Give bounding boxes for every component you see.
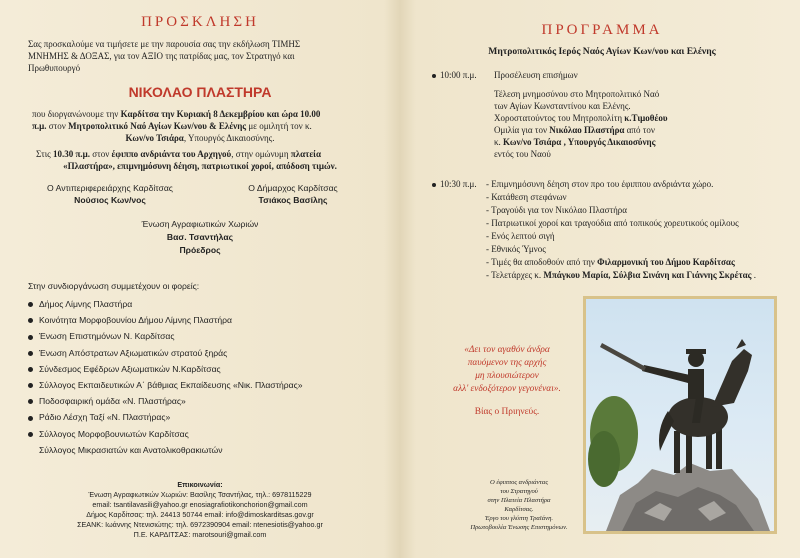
list-item: Κοινότητα Μορφοβουνίου Δήμου Λίμνης Πλαστήρα bbox=[28, 312, 303, 328]
list-item: Ένωση Επιστημόνων Ν. Καρδίτσας bbox=[28, 328, 303, 344]
masters-of-ceremony: Μπάγκου Μαρία, Σύλβια Σινάνη και Γιάννης Σκρέτας bbox=[543, 270, 752, 280]
speaker-title: , Υπουργός Δικαιοσύνης. bbox=[183, 133, 275, 143]
program-line: - Εθνικός Ύμνος bbox=[486, 244, 546, 254]
union-org: Ένωση Αγραφιωτικών Χωριών bbox=[141, 219, 259, 229]
signatory-role: Ο Αντιπεριφερειάρχης Καρδίτσας bbox=[47, 183, 173, 193]
program-line: - Τραγούδι για τον Νικόλαο Πλαστήρα bbox=[486, 205, 627, 215]
program-line: - Τιμές θα αποδοθούν από την Φιλαρμονική του Δήμου Καρδίτσας bbox=[486, 257, 735, 267]
program-line: Τέλεση μνημοσύνου στο Μητροπολιτικό Ναό bbox=[494, 89, 660, 99]
contact-line: ΣΕΑΝΚ: Ιωάννης Ντενισιώτης: τηλ. 6972390904 email: ntenesiotis@yahoo.gr bbox=[77, 520, 323, 529]
caption-line: του Στρατηγού bbox=[500, 488, 538, 495]
event-line-3 bbox=[40, 132, 360, 144]
program-time: 10:00 π.μ. bbox=[440, 70, 477, 80]
quote-block bbox=[426, 344, 588, 419]
contact-line: Δήμος Καρδίτσας: τηλ. 24413 50744 email: info@dimoskarditsas.gov.gr bbox=[86, 510, 314, 519]
statue-photo bbox=[583, 296, 777, 534]
list-item: Σύλλογος Εκπαιδευτικών Α΄ βάθμιας Εκπαίδευσης «Νικ. Πλαστήρας» bbox=[28, 377, 303, 393]
program-time: 10:30 π.μ. bbox=[440, 179, 477, 189]
honoree-name: ΝΙΚΟΛΑΟ ΠΛΑΣΤΗΡΑ bbox=[128, 84, 272, 100]
caption-line: Πρωτοβουλία Ένωσης Επιστημόνων. bbox=[470, 524, 568, 531]
intro-line-1: Σας προσκαλούμε να τιμήσετε με την παρουσία σας την εκδήλωση ΤΙΜΗΣ bbox=[28, 39, 301, 49]
program-line: - Ενός λεπτού σιγή bbox=[486, 231, 555, 241]
list-item: Ένωση Απόστρατων Αξιωματικών στρατού ξηράς bbox=[28, 345, 303, 361]
bullet-icon bbox=[28, 416, 33, 421]
signatory-name: Τσιάκος Βασίλης bbox=[258, 195, 328, 205]
event-text: που διοργανώνουμε την bbox=[32, 109, 121, 119]
equestrian-statue-icon bbox=[586, 299, 774, 531]
list-item: Ποδοσφαιρική ομάδα «Ν. Πλαστήρας» bbox=[28, 393, 303, 409]
program-line: Ομιλία για τον Νικόλαο Πλαστήρα από τον bbox=[494, 125, 655, 135]
quote-line: «Δει τον αγαθόν άνδρα bbox=[464, 345, 550, 355]
bullet-icon bbox=[28, 318, 33, 323]
program-line: - Τελετάρχες κ. Μπάγκου Μαρία, Σύλβια Σινάνη και Γιάννης Σκρέτας . bbox=[486, 270, 756, 280]
program-line: εντός του Ναού bbox=[494, 149, 551, 159]
list-item: Σύλλογος Μορφοβουνιωτών Καρδίτσας bbox=[28, 426, 303, 442]
list-item: Ράδιο Λέσχη Ταξί «Ν. Πλαστήρας» bbox=[28, 409, 303, 425]
event-text: Στις bbox=[36, 149, 53, 159]
statue-caption bbox=[464, 478, 574, 532]
caption-line: στην Πλατεία Πλαστήρα bbox=[487, 497, 551, 504]
bullet-icon bbox=[28, 383, 33, 388]
philharmonic-name: Φιλαρμονική του Δήμου Καρδίτσας bbox=[597, 257, 735, 267]
coorganizers-list bbox=[28, 296, 303, 458]
program-heading: ΠΡΟΓΡΑΜΜΑ bbox=[541, 22, 663, 38]
event-time: 10.30 π.μ. bbox=[52, 149, 90, 159]
union-president-title: Πρόεδρος bbox=[179, 245, 221, 255]
bullet-icon bbox=[432, 74, 436, 78]
bullet-icon bbox=[28, 399, 33, 404]
intro-line-3: Πρωθυπουργό bbox=[28, 63, 81, 73]
contact-line: Ένωση Αγραφιωτικών Χωριών: Βασίλης Τσαντήλας, τηλ.: 6978115229 bbox=[88, 490, 312, 499]
list-item: Δήμος Λίμνης Πλαστήρα bbox=[28, 296, 303, 312]
intro-line-2: ΜΝΗΜΗΣ & ΔΟΞΑΣ, για τον ΑΞΙΟ της πατρίδας μας, τον Στρατηγό και bbox=[28, 51, 295, 61]
metropolitan-name: κ.Τιμοθέου bbox=[624, 113, 668, 123]
bullet-icon bbox=[28, 432, 33, 437]
list-item: Σύνδεσμος Εφέδρων Αξιωματικών Ν.Καρδίτσας bbox=[28, 361, 303, 377]
contact-block bbox=[40, 480, 360, 540]
program-line: - Κατάθεση στεφάνων bbox=[486, 192, 567, 202]
event-venue: Μητροπολιτικό Ναό Αγίων Κων/νου & Ελένης bbox=[68, 121, 247, 131]
event-time: π.μ. bbox=[32, 121, 47, 131]
contact-line: Π.Ε. ΚΑΡΔΙΤΣΑΣ: marotsouri@gmail.com bbox=[133, 530, 267, 539]
bullet-icon bbox=[432, 183, 436, 187]
program-subheading: Μητροπολιτικός Ιερός Ναός Αγίων Κων/νου και Ελένης bbox=[488, 46, 716, 57]
caption-line: Έργο του γλύπτη Τραϊάνη. bbox=[484, 515, 553, 522]
event-line-2 bbox=[32, 120, 312, 132]
invitation-heading: ΠΡΟΣΚΛΗΣΗ bbox=[141, 14, 259, 30]
bullet-icon bbox=[28, 367, 33, 372]
bullet-icon bbox=[28, 335, 33, 340]
event-line-4 bbox=[36, 148, 321, 160]
event-text: με ομιλητή τον κ. bbox=[246, 121, 312, 131]
quote-author: Βίας ο Πριηνεύς. bbox=[474, 407, 540, 417]
square-label: πλατεία bbox=[290, 149, 321, 159]
event-text: στον bbox=[46, 121, 69, 131]
quote-line: μη πλουσιώτερον bbox=[475, 371, 539, 381]
program-line: κ. Κων/νο Τσιάρα , Υπουργός Δικαιοσύνης bbox=[494, 137, 656, 147]
bullet-icon bbox=[28, 351, 33, 356]
quote-line: παυόμενον της αρχής bbox=[467, 358, 547, 368]
event-text: , στην ομώνυμη bbox=[231, 149, 291, 159]
union-president-name: Βασ. Τσαντήλας bbox=[166, 232, 234, 242]
event-line-5: «Πλαστήρα», επιμνημόσυνη δέηση, πατριωτικοί χοροί, απόδοση τιμών. bbox=[63, 161, 337, 171]
event-line-1 bbox=[32, 108, 320, 120]
program-line: των Αγίων Κωνσταντίνου και Ελένης. bbox=[494, 101, 631, 111]
event-text: στον bbox=[89, 149, 112, 159]
caption-line: Καρδίτσας. bbox=[504, 506, 534, 513]
speaker-name: Κων/νο Τσιάρα bbox=[125, 133, 184, 143]
program-page bbox=[402, 0, 800, 558]
list-item: Σύλλογος Μικρασιατών και Ανατολικοθρακιωτών bbox=[39, 444, 223, 455]
event-date: Καρδίτσα την Κυριακή 8 Δεκεμβρίου και ώρα 10.00 bbox=[120, 109, 321, 119]
signatory-name: Νούσιος Κων/νος bbox=[74, 195, 146, 205]
caption-line: Ο έφιππος ανδριάντας bbox=[489, 479, 549, 486]
program-line: Χοροστατούντος του Μητροπολίτη κ.Τιμοθέου bbox=[494, 113, 668, 123]
quote-line: αλλ' ενδοξότερον γεγονέναι». bbox=[453, 384, 561, 394]
coorganizers-heading: Στην συνδιοργάνωση συμμετέχουν οι φορείς: bbox=[28, 281, 200, 291]
signatory-role: Ο Δήμαρχος Καρδίτσας bbox=[248, 183, 338, 193]
statue-location: έφιππο ανδριάντα του Αρχηγού bbox=[111, 149, 232, 159]
contact-line: email: tsantilavasili@yahoo.gr enosiagrafiotikonchorion@gmail.com bbox=[92, 500, 308, 509]
program-line: - Επιμνημόσυνη δέηση στον προ του έφιππου ανδριάντα χώρο. bbox=[486, 179, 714, 189]
contact-heading: Επικοινωνία: bbox=[177, 480, 223, 489]
program-line: - Πατριωτικοί χοροί και τραγούδια από τοπικούς χορευτικούς ομίλους bbox=[486, 218, 739, 228]
bullet-icon bbox=[28, 302, 33, 307]
program-item-title: Προσέλευση επισήμων bbox=[494, 70, 578, 80]
